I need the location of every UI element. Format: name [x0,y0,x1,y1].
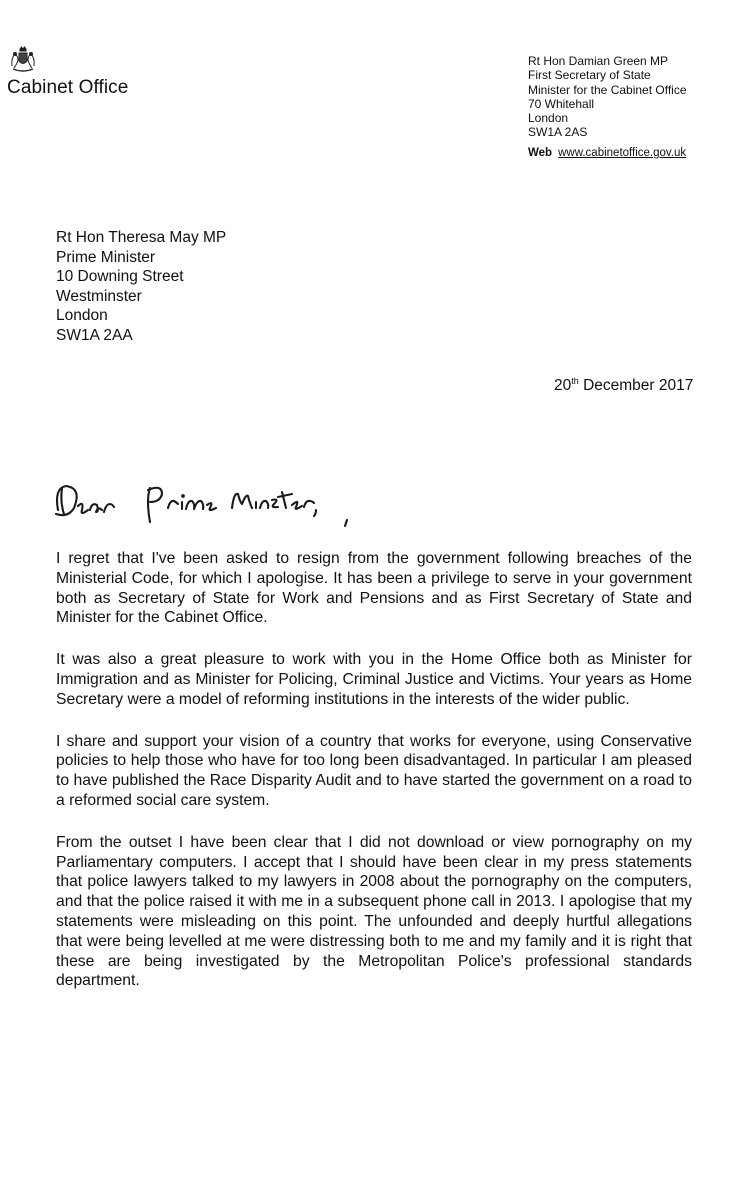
sender-line: First Secretary of State [528,68,651,83]
sender-line: Minister for the Cabinet Office [528,82,687,97]
sender-address [528,54,687,140]
department-name: Cabinet Office [7,77,129,98]
letter-date [554,376,693,395]
web-link[interactable]: www.cabinetoffice.gov.uk [558,147,687,159]
date-suffix: th [571,376,579,386]
recipient-line: 10 Downing Street [56,268,184,286]
sender-line: SW1A 2AS [528,125,588,140]
sender-line: London [528,111,569,126]
sender-line: 70 Whitehall [528,96,595,111]
handwritten-salutation [44,470,354,540]
web-line [528,147,686,159]
letter-body [56,549,692,1013]
body-paragraph: I regret that I've been asked to resign from the government following breaches of the Ministerial Code, for which I apologise. It has been a privilege to serve in your government both as Secretary of State for Work and Pensions and as First Secretary of State and Minister for the Cabinet Office. [56,550,692,627]
date-rest: December 2017 [578,377,694,394]
recipient-address [56,228,226,346]
recipient-line: London [56,307,108,325]
recipient-line: SW1A 2AA [56,326,133,344]
web-label: Web [528,147,553,159]
royal-coat-of-arms-icon [8,46,38,74]
body-paragraph: I share and support your vision of a country that works for everyone, using Conservative policies to help those who have for too long been disadvantaged. In particular I am pleased to have published the Race Disparity Audit and to have started the government on a road to a reformed social care system. [56,732,692,809]
recipient-line: Westminster [56,287,142,305]
body-paragraph: From the outset I have been clear that I did not download or view pornography on my Parliamentary computers. I accept that I should have been clear in my press statements that police lawyers talked to my lawyers in 2008 about the pornography on the computers, and that the police raised it with me in a subsequent phone call in 2013. I apologise that my statements were misleading on this point. The unfounded and deeply hurtful allegations that were being levelled at me were distressing both to me and my family and it is right that these are being investigated by the Metropolitan Police's professional standards department. [56,833,692,990]
recipient-line: Rt Hon Theresa May MP [56,229,227,246]
body-paragraph: It was also a great pleasure to work with you in the Home Office both as Minister for Immigration and as Minister for Policing, Criminal Justice and Victims. Your years as Home Secretary were a model of reforming institutions in the interests of the wider public. [56,651,692,708]
sender-line: Rt Hon Damian Green MP [528,54,669,68]
date-day: 20 [554,377,572,394]
recipient-line: Prime Minister [56,248,156,266]
